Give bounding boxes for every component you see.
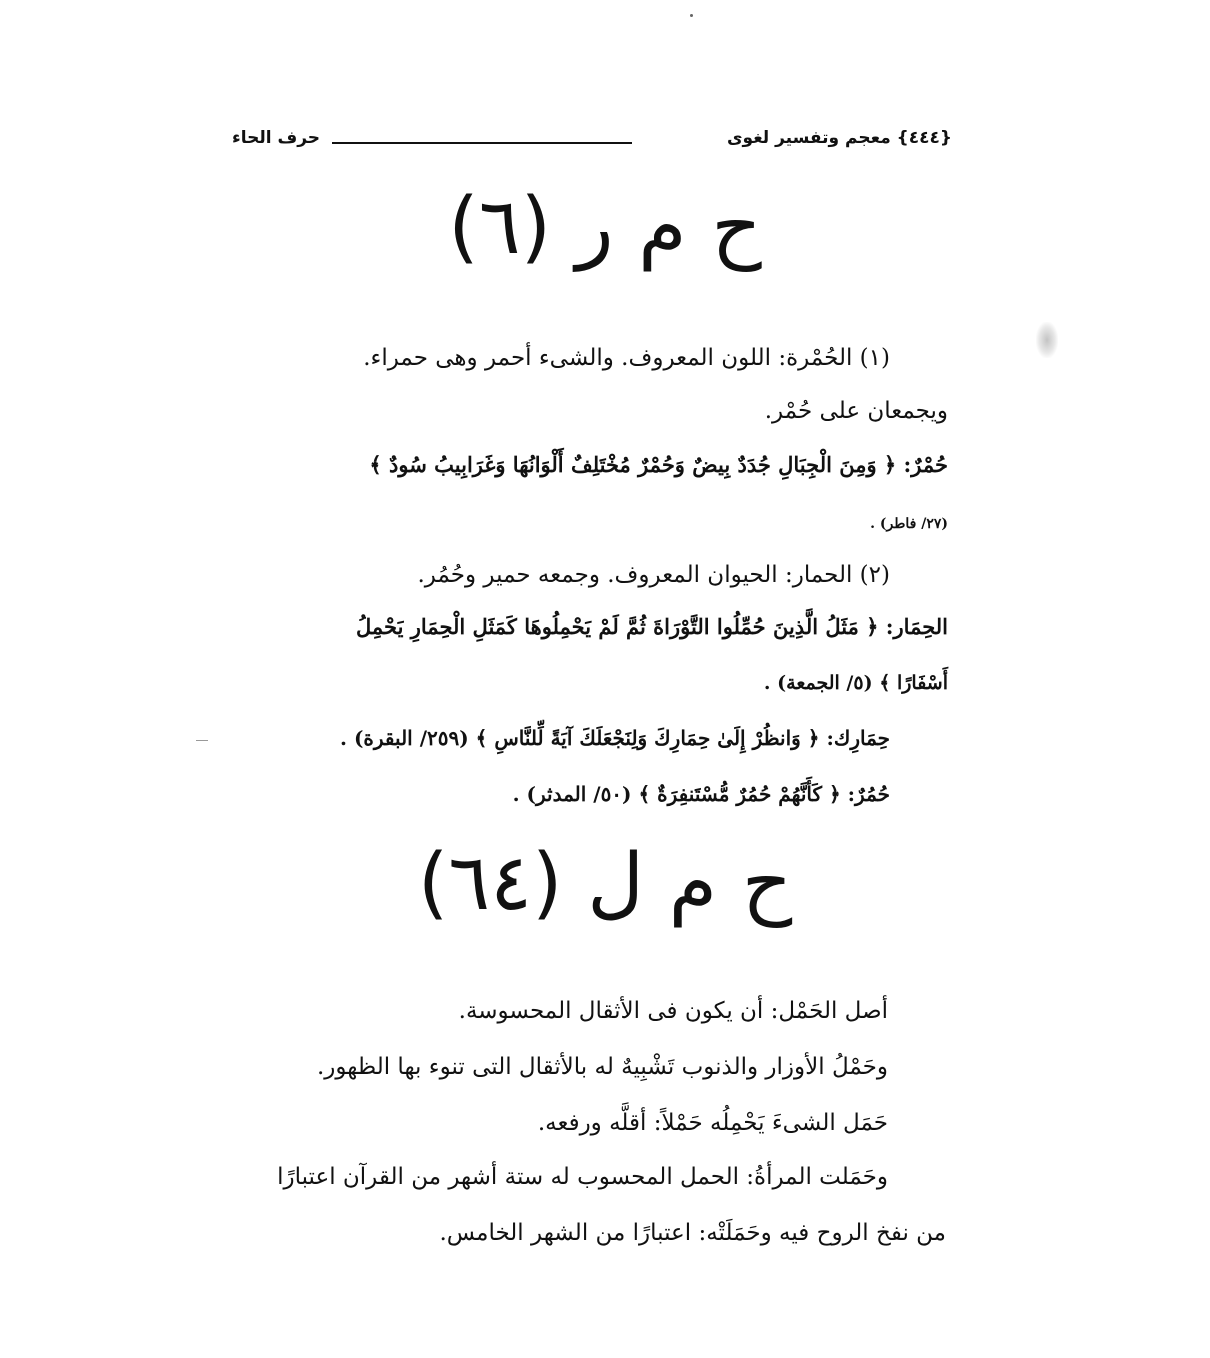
header-rule [332, 142, 632, 144]
text-line: من نفخ الروح فيه وحَمَلَتْه: اعتبارًا من الشهر الخامس. [439, 1220, 946, 1246]
text-line: (٢) الحمار: الحيوان المعروف. وجمعه حمير وحُمُر. [417, 562, 890, 588]
quran-verse: حِمَارِك: ﴿ وَانظُرْ إِلَىٰ حِمَارِكَ وَلِنَجْعَلَكَ آيَةً لِّلنَّاسِ ﴾ (٢٥٩/ البقرة) . [340, 726, 890, 750]
text-line: ويجمعان على حُمْر. [764, 398, 948, 424]
scan-mark [690, 14, 693, 17]
quran-verse: حُمُرٌ: ﴿ كَأَنَّهُمْ حُمُرٌ مُّسْتَنفِرَةٌ ﴾ (٥٠/ المدثر) . [512, 782, 890, 806]
text-line: وحَمَلت المرأةُ: الحمل المحسوب له ستة أشهر من القرآن اعتبارًا [277, 1164, 888, 1190]
text-line: حَمَل الشىءَ يَحْمِلُه حَمْلاً: أقلَّه ورفعه. [537, 1110, 888, 1136]
text-line: أصل الحَمْل: أن يكون فى الأثقال المحسوسة. [458, 998, 888, 1024]
margin-mark [196, 740, 208, 741]
text-line: (١) الحُمْرة: اللون المعروف. والشىء أحمر وهى حمراء. [363, 345, 890, 371]
verse-reference: (٢٧/ فاطر) . [870, 516, 948, 532]
root-heading-hmr: ح م ر (٦) [448, 182, 762, 272]
quran-verse: أَسْفَارًا ﴾ (٥/ الجمعة) . [763, 672, 948, 694]
root-heading-hml: ح م ل (٦٤) [417, 838, 793, 928]
section-name: حرف الحاء [232, 128, 321, 148]
page-label: {٤٤٤} معجم وتفسير لغوى [726, 128, 952, 148]
text-line: وحَمْلُ الأوزار والذنوب تَشْبِيهٌ له بالأثقال التى تنوء بها الظهور. [316, 1054, 888, 1080]
quran-verse: حُمْرٌ: ﴿ وَمِنَ الْجِبَالِ جُدَدٌ بِيضٌ وَحُمْرٌ مُخْتَلِفٌ أَلْوَانُهَا وَغَرَابِيبُ سُودٌ ﴾ [369, 452, 948, 477]
running-header [232, 120, 952, 160]
quran-verse: الحِمَار: ﴿ مَثَلُ الَّذِينَ حُمِّلُوا التَّوْرَاةَ ثُمَّ لَمْ يَحْمِلُوهَا كَمَثَلِ الْحِمَارِ يَحْمِلُ [356, 614, 948, 639]
scan-smudge [1036, 322, 1058, 358]
